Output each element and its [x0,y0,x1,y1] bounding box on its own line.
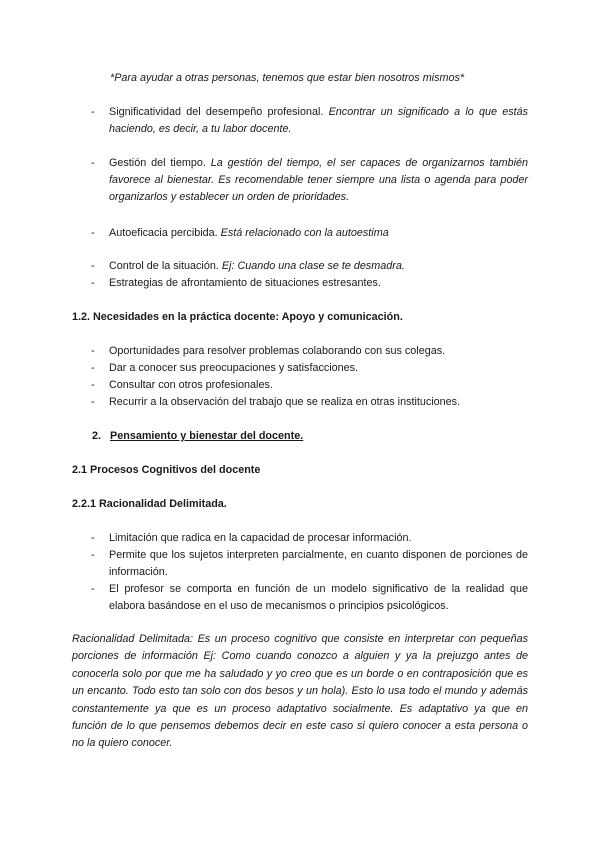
list-item [92,530,528,547]
item-lead: Control de la situación. [109,260,219,272]
bullet-dash: - [91,532,95,544]
item-text: Consultar con otros profesionales. [109,379,273,391]
list-item [92,104,528,138]
bullet-dash: - [91,345,95,357]
list-item [92,275,528,292]
item-lead: Autoeficacia percibida. [109,227,218,239]
bullet-dash: - [91,157,95,169]
item-lead: Significatividad del desempeño profesional. [109,106,324,118]
section-heading-2 [92,428,303,445]
quote-line: *Para ayudar a otras personas, tenemos que estar bien nosotros mismos* [110,72,465,84]
list-item [92,343,528,360]
list-item [92,258,528,275]
bullet-dash: - [91,260,95,272]
wellbeing-list [92,155,528,206]
item-text: Oportunidades para resolver problemas colaborando con sus colegas. [109,345,446,357]
bullet-dash: - [91,362,95,374]
item-text: Limitación que radica en la capacidad de procesar información. [109,532,412,544]
item-text: Permite que los sujetos interpreten parcialmente, en cuanto disponen de porciones de información. [109,549,528,578]
bullet-dash: - [91,106,95,118]
item-lead: Gestión del tiempo. [109,157,206,169]
bullet-dash: - [91,396,95,408]
definition-paragraph: Racionalidad Delimitada: Es un proceso cognitivo que consiste en interpretar con pequeñas porciones de información Ej: Como cuando conozco a alguien y ya la prejuzgo antes de conocerla solo por que me ha saludado y yo creo que es un borde o en contraposición que es un encanto. Todo esto tan solo con dos besos y un hola). Esto lo usa todo el mundo y además constantemente ya que es un proceso adaptativo socialmente. Es adaptativo ya que en función de lo que pensemos debemos decir en este caso si quiero conocer a esta persona o no la quiero conocer. [72,633,528,750]
list-item [92,360,528,377]
rationality-list [92,530,528,615]
list-item [92,225,528,242]
section-heading-2-2-1: 2.2.1 Racionalidad Delimitada. [72,498,227,510]
item-detail: Encontrar un significado a lo que estás haciendo, es decir, a tu labor docente. [109,106,529,135]
list-item [92,377,528,394]
section-heading-2-1: 2.1 Procesos Cognitivos del docente [72,464,261,476]
wellbeing-list [92,258,528,292]
item-detail: Ej: Cuando una clase se te desmadra. [221,260,405,272]
item-text: Dar a conocer sus preocupaciones y satisfacciones. [109,362,359,374]
item-text: El profesor se comporta en función de un modelo significativo de la realidad que elabora basándose en el uso de mecanismos o principios psicológicos. [109,583,528,612]
section-heading-1-2: 1.2. Necesidades en la práctica docente: Apoyo y comunicación. [72,311,403,323]
list-item [92,394,528,411]
bullet-dash: - [91,379,95,391]
list-item [92,155,528,206]
bullet-dash: - [91,227,95,239]
needs-list [92,343,528,411]
item-detail: Está relacionado con la autoestima [220,227,389,239]
bullet-dash: - [91,549,95,561]
section-number: 2. [92,430,102,442]
list-item [92,581,528,615]
list-item [92,547,528,581]
wellbeing-list [92,225,528,242]
item-text: Recurrir a la observación del trabajo que se realiza en otras instituciones. [109,396,461,408]
bullet-dash: - [91,277,95,289]
bullet-dash: - [91,583,95,595]
item-lead: Estrategias de afrontamiento de situaciones estresantes. [109,277,381,289]
section-title: Pensamiento y bienestar del docente. [110,430,304,442]
item-detail: La gestión del tiempo, el ser capaces de organizarnos también favorece al bienestar. Es recomendable tener siempre una lista o agenda para poder organizarlos y establecer un orden de prioridades. [109,157,528,203]
wellbeing-list [92,104,528,138]
